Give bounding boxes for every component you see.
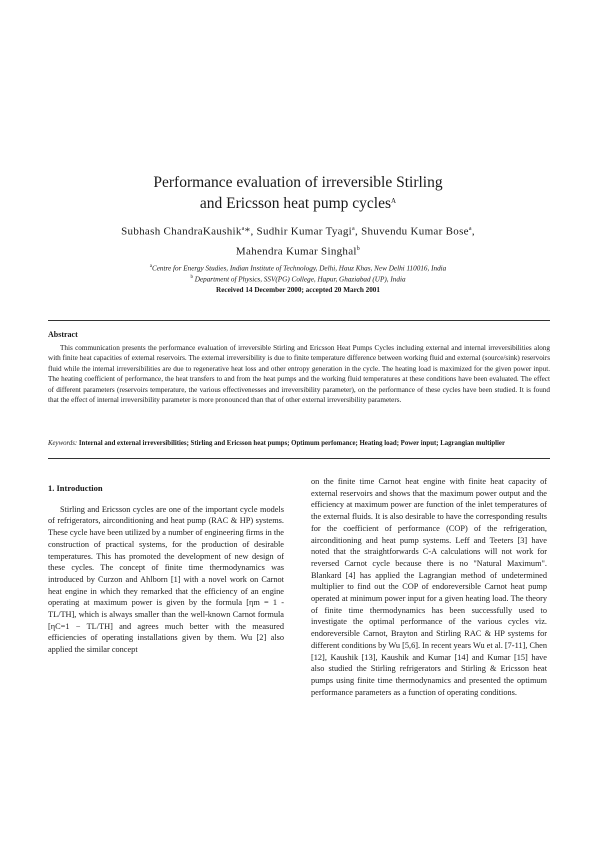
author-kaushik: Subhash ChandraKaushik [121, 225, 242, 238]
affiliation-a [40, 262, 556, 273]
abstract-text: This communication presents the performance evaluation of irreversible Stirling and Ericsson Heat Pumps Cycles including external and internal irreversibilities along with finite heat capacities of external reservoirs. The external irreversibility is due to finite temperature difference between working fluid and external (source/sink) reservoirs fluid while the internal irreversibilities are due to regenerative heat loss and other entropy generation in the cycle. The heating load is maximized for the given power input. The heating coefficient of performance, the heat transfers to and from the heat pumps and the working fluid temperatures at these conditions have been evaluated. The effect of different parameters (reservoirs temperature, the various effectivenesses and irreversibility parameter), on the performance of these cycles have been studied. It is found that the effect of internal irreversibility parameter is more pronounced than that of other external irreversibility parameters. [48, 344, 550, 405]
received-dates: Received 14 December 2000; accepted 20 March 2001 [216, 286, 380, 294]
affiliation-mark: a [149, 264, 152, 269]
section-heading: 1. Introduction [48, 483, 103, 493]
divider-bottom [48, 458, 550, 459]
intro-paragraph-right: on the finite time Carnot heat engine with finite heat capacity of external reservoirs and shows that the maximum power output and the efficiency at maximum power are function of the inlet temperatures of the external fluids. It is also desirable to have the corresponding results for the coefficient of performance (COP) of the refrigeration, airconditioning and heat pump systems. Leff and Teeters [3] have noted that the straightforwards C-A calculations will not work for reversed Carnot cycle because there is no "Natural Maximum". Blankard [4] has applied the Lagrangian method of undetermined multiplier to find out the COP of endoreversible Carnot heat pump operated at minimum power input for a given heating load. The theory of finite time thermodynamics has been successfully used to investigate the optimal performance of the various cycles viz. endoreversible Carnot, Brayton and Stirling RAC & HP systems for different conditions by Wu [5,6]. In recent years Wu et al. [7-11], Chen [12], Kaushik [13], Kaushik and Kumar [14] and Kumar [15] have also studied the Stirling refrigerators and Stirling & Ericsson heat pumps using finite time thermodynamics and presented the optimum performance parameters as a function of operating conditions. [311, 477, 547, 697]
affiliation-b [40, 273, 556, 284]
author-singhal: Mahendra Kumar Singhal [235, 245, 357, 258]
title-line-1: Performance evaluation of irreversible Stirling [153, 174, 443, 191]
title-line-2 [0, 193, 596, 214]
keywords-list: Internal and external irreversibilities; Stirling and Ericsson heat pumps; Optimum perfomance; Heating load; Power input; Lagrangian multiplier [78, 440, 505, 447]
column-right [311, 476, 547, 698]
author-tyagi: *, Sudhir Kumar Tyagi [244, 225, 353, 238]
authors-line-2 [40, 241, 556, 261]
author-separator: , [471, 225, 475, 238]
author-affil-mark: a [468, 226, 472, 232]
title-footnote-marker: A [391, 197, 397, 205]
intro-paragraph-left: Stirling and Ericsson cycles are one of the important cycle models of refrigerators, airconditioning and heat pump (RAC & HP) systems. These cycle have been utilized by a number of engineering firms in the construction of practical systems, for the production of desirable temperatures. This has promoted the development of new design of these cycles. The concept of finite time thermodynamics was introduced by Curzon and Ahlborn [1] with a novel work on Carnot heat engine in which they remarked that the efficiency of an engine operating at maximum power is given by the formula [ηm = 1 - TL/TH], which is always smaller than the well-known Carnot formula [ηC=1 − TL/TH] and agrees much better with the measured efficiencies of operating installations given by them. Wu [2] also applied the similar concept [48, 504, 284, 655]
keywords-label: Keywords: [48, 440, 78, 447]
affiliation-b-text: Department of Physics, SSV(PG) College, Hapur, Ghaziabad (UP), India [194, 275, 406, 284]
abstract-heading: Abstract [48, 330, 78, 339]
affiliation-mark: b [190, 275, 193, 281]
divider-top [48, 320, 550, 321]
paper-title [0, 172, 596, 214]
affiliation-a-text: Centre for Energy Studies, Indian Institute of Technology, Delhi, Hauz Khas, New Delhi 110016, India [151, 264, 447, 273]
keywords [48, 439, 550, 449]
author-affil-mark: a [352, 226, 355, 232]
author-affil-mark: b [356, 245, 361, 252]
column-left [48, 483, 284, 656]
author-bose: , Shuvendu Kumar Bose [354, 225, 469, 238]
affiliations [40, 262, 556, 285]
author-affil-mark: a [241, 226, 245, 232]
author-list [40, 221, 556, 260]
authors-line-1 [40, 221, 556, 241]
title-line-2-text: and Ericsson heat pump cycles [199, 195, 392, 212]
